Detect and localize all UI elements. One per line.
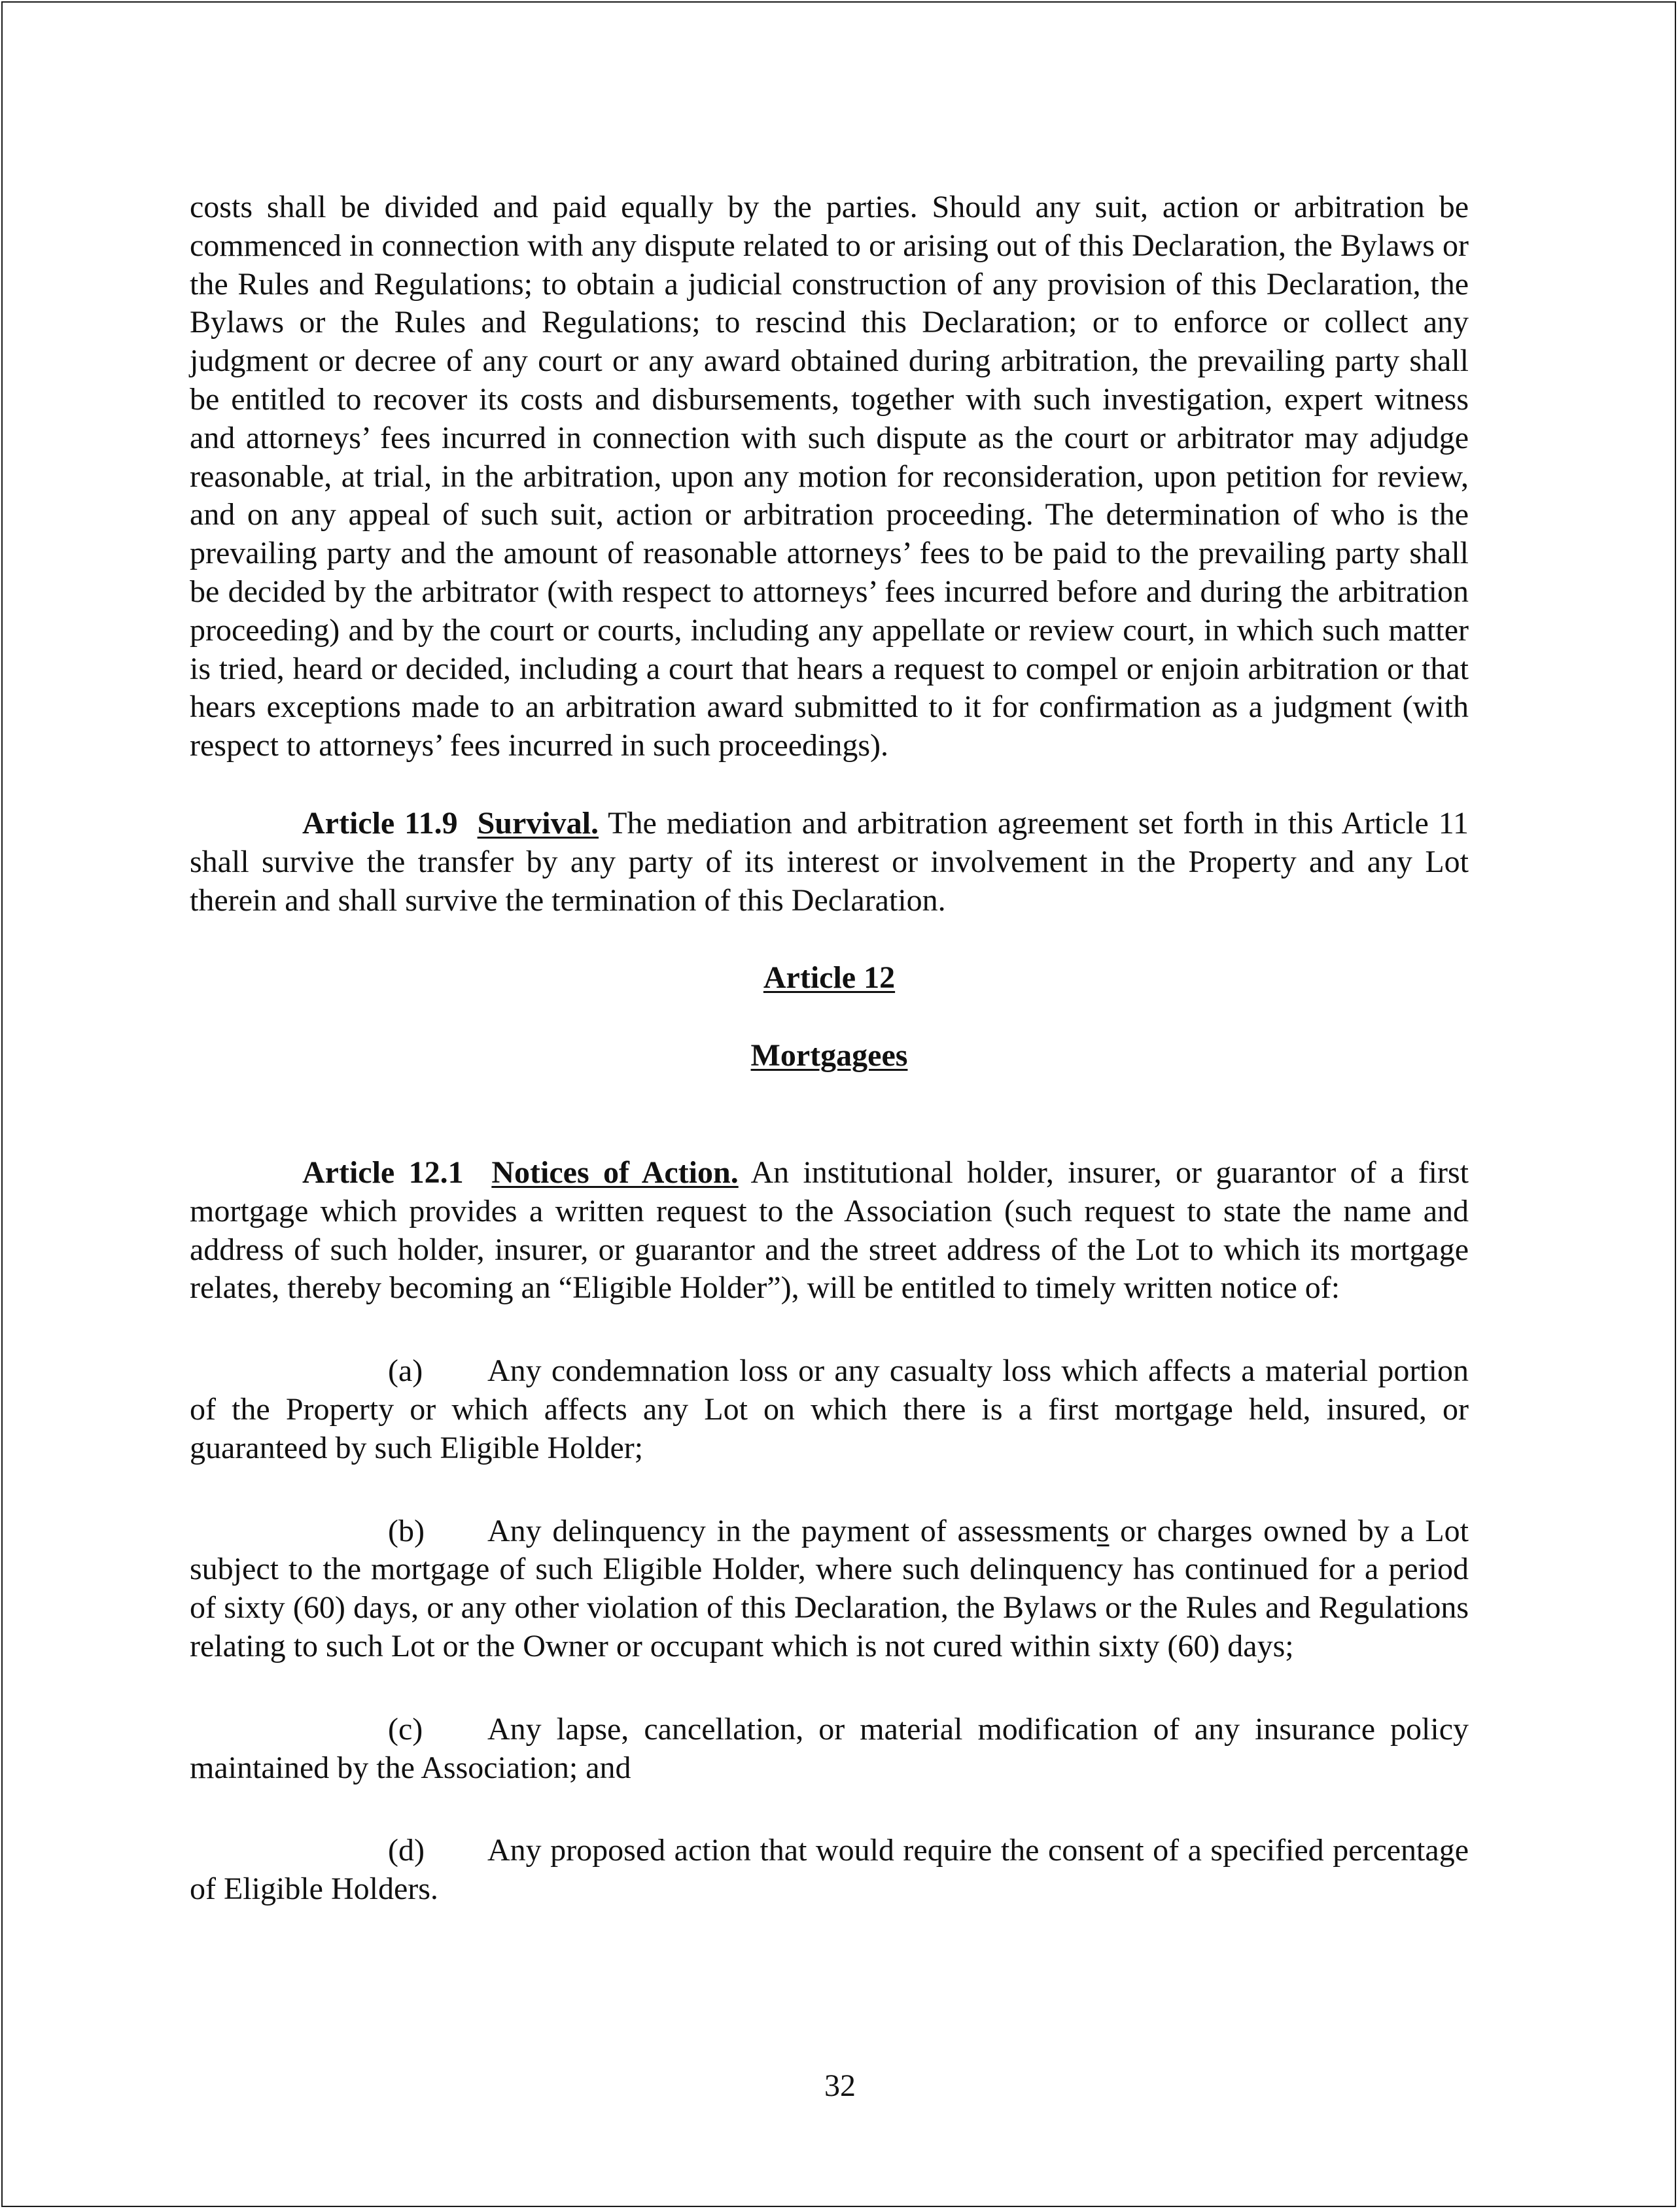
spacer [190, 1308, 1469, 1352]
article-11-9-paragraph [190, 805, 1469, 920]
list-item-b-label: (b) [388, 1513, 425, 1548]
list-item-d-label: (d) [388, 1833, 425, 1868]
spacer [190, 765, 1469, 805]
list-item-a-text: Any condemnation loss or any casualty loss which affects a material portion of the Property or which affects any Lot on which there is a first mortgage held, insured, or guaranteed by such Eligible Holder; [190, 1353, 1469, 1465]
list-item-b-text-underlined: s [1096, 1513, 1110, 1548]
spacer [190, 1787, 1469, 1832]
article-12-1-text: An institutional holder, insurer, or guarantor of a first mortgage which provides a written request to the Association (such request to state the name and address of such holder, insurer, or guarantor and the street address of the Lot to which its mortgage relates, thereby becoming an “Eligible Holder”), will be entitled to timely written notice of: [190, 1155, 1469, 1306]
list-item-c-text: Any lapse, cancellation, or material modification of any insurance policy maintained by the Association; and [190, 1711, 1469, 1785]
article-12-heading: Article 12 [763, 960, 896, 996]
spacer [190, 1075, 1469, 1154]
article-11-9-separator [599, 806, 608, 841]
list-item-a [190, 1352, 1469, 1467]
article-12-1-title: Notices of Action. [491, 1155, 739, 1190]
article-11-9-label: Article 11.9 [302, 805, 458, 841]
spacer [190, 1666, 1469, 1711]
article-12-subheading: Mortgagees [750, 1038, 908, 1073]
list-item-b-text-after: or charges owned by a Lot subject to the mortgage of such Eligible Holder, where such delinquency has continued for a period of sixty (60) days, or any other violation of this Declaration, the Bylaws or the Rules and Regulations relating to such Lot or the Owner or occupant which is not cured within sixty (60) days; [190, 1513, 1469, 1663]
document-body [190, 188, 1469, 1909]
list-item-c [190, 1711, 1469, 1788]
article-11-9-text: The mediation and arbitration agreement set forth in this Article 11 shall survive the transfer by any party of its interest or involvement in the Property and any Lot therein and shall survive the termination of this Declaration. [190, 805, 1469, 918]
article-12-1-separator [739, 1155, 751, 1190]
article-11-9-title: Survival. [477, 805, 599, 841]
paragraph-continued: costs shall be divided and paid equally by the parties. Should any suit, action or arbitration be commenced in connection with any dispute related to or arising out of this Declaration, the Bylaws or the Rules and Regulations; to obtain a judicial construction of any provision of this Declaration, the Bylaws or the Rules and Regulations; to rescind this Declaration; or to enforce or collect any judgment or decree of any court or any award obtained during arbitration, the prevailing party shall be entitled to recover its costs and disbursements, together with such investigation, expert witness and attorneys’ fees incurred in connection with such dispute as the court or arbitrator may adjudge reasonable, at trial, in the arbitration, upon any motion for reconsideration, upon petition for review, and on any appeal of such suit, action or arbitration proceeding. The determination of who is the prevailing party and the amount of reasonable attorneys’ fees to be paid to the prevailing party shall be decided by the arbitrator (with respect to attorneys’ fees incurred before and during the arbitration proceeding) and by the court or courts, including any appellate or review court, in which such matter is tried, heard or decided, including a court that hears a request to compel or enjoin arbitration or that hears exceptions made to an arbitration award submitted to it for confirmation as a judgment (with respect to attorneys’ fees incurred in such proceedings). [190, 190, 1469, 763]
list-item-b [190, 1512, 1469, 1666]
page-number: 32 [824, 2068, 856, 2103]
list-item-d [190, 1832, 1469, 1909]
article-12-1-paragraph [190, 1154, 1469, 1308]
spacer [190, 1468, 1469, 1512]
spacer [190, 920, 1469, 959]
article-12-1-label: Article 12.1 [302, 1155, 464, 1190]
list-item-a-label: (a) [388, 1353, 423, 1389]
list-item-c-label: (c) [388, 1711, 423, 1747]
list-item-d-text: Any proposed action that would require the consent of a specified percentage of Eligible Holders. [190, 1833, 1469, 1907]
spacer [190, 998, 1469, 1037]
list-item-b-text-before: Any delinquency in the payment of assessment [487, 1513, 1097, 1548]
